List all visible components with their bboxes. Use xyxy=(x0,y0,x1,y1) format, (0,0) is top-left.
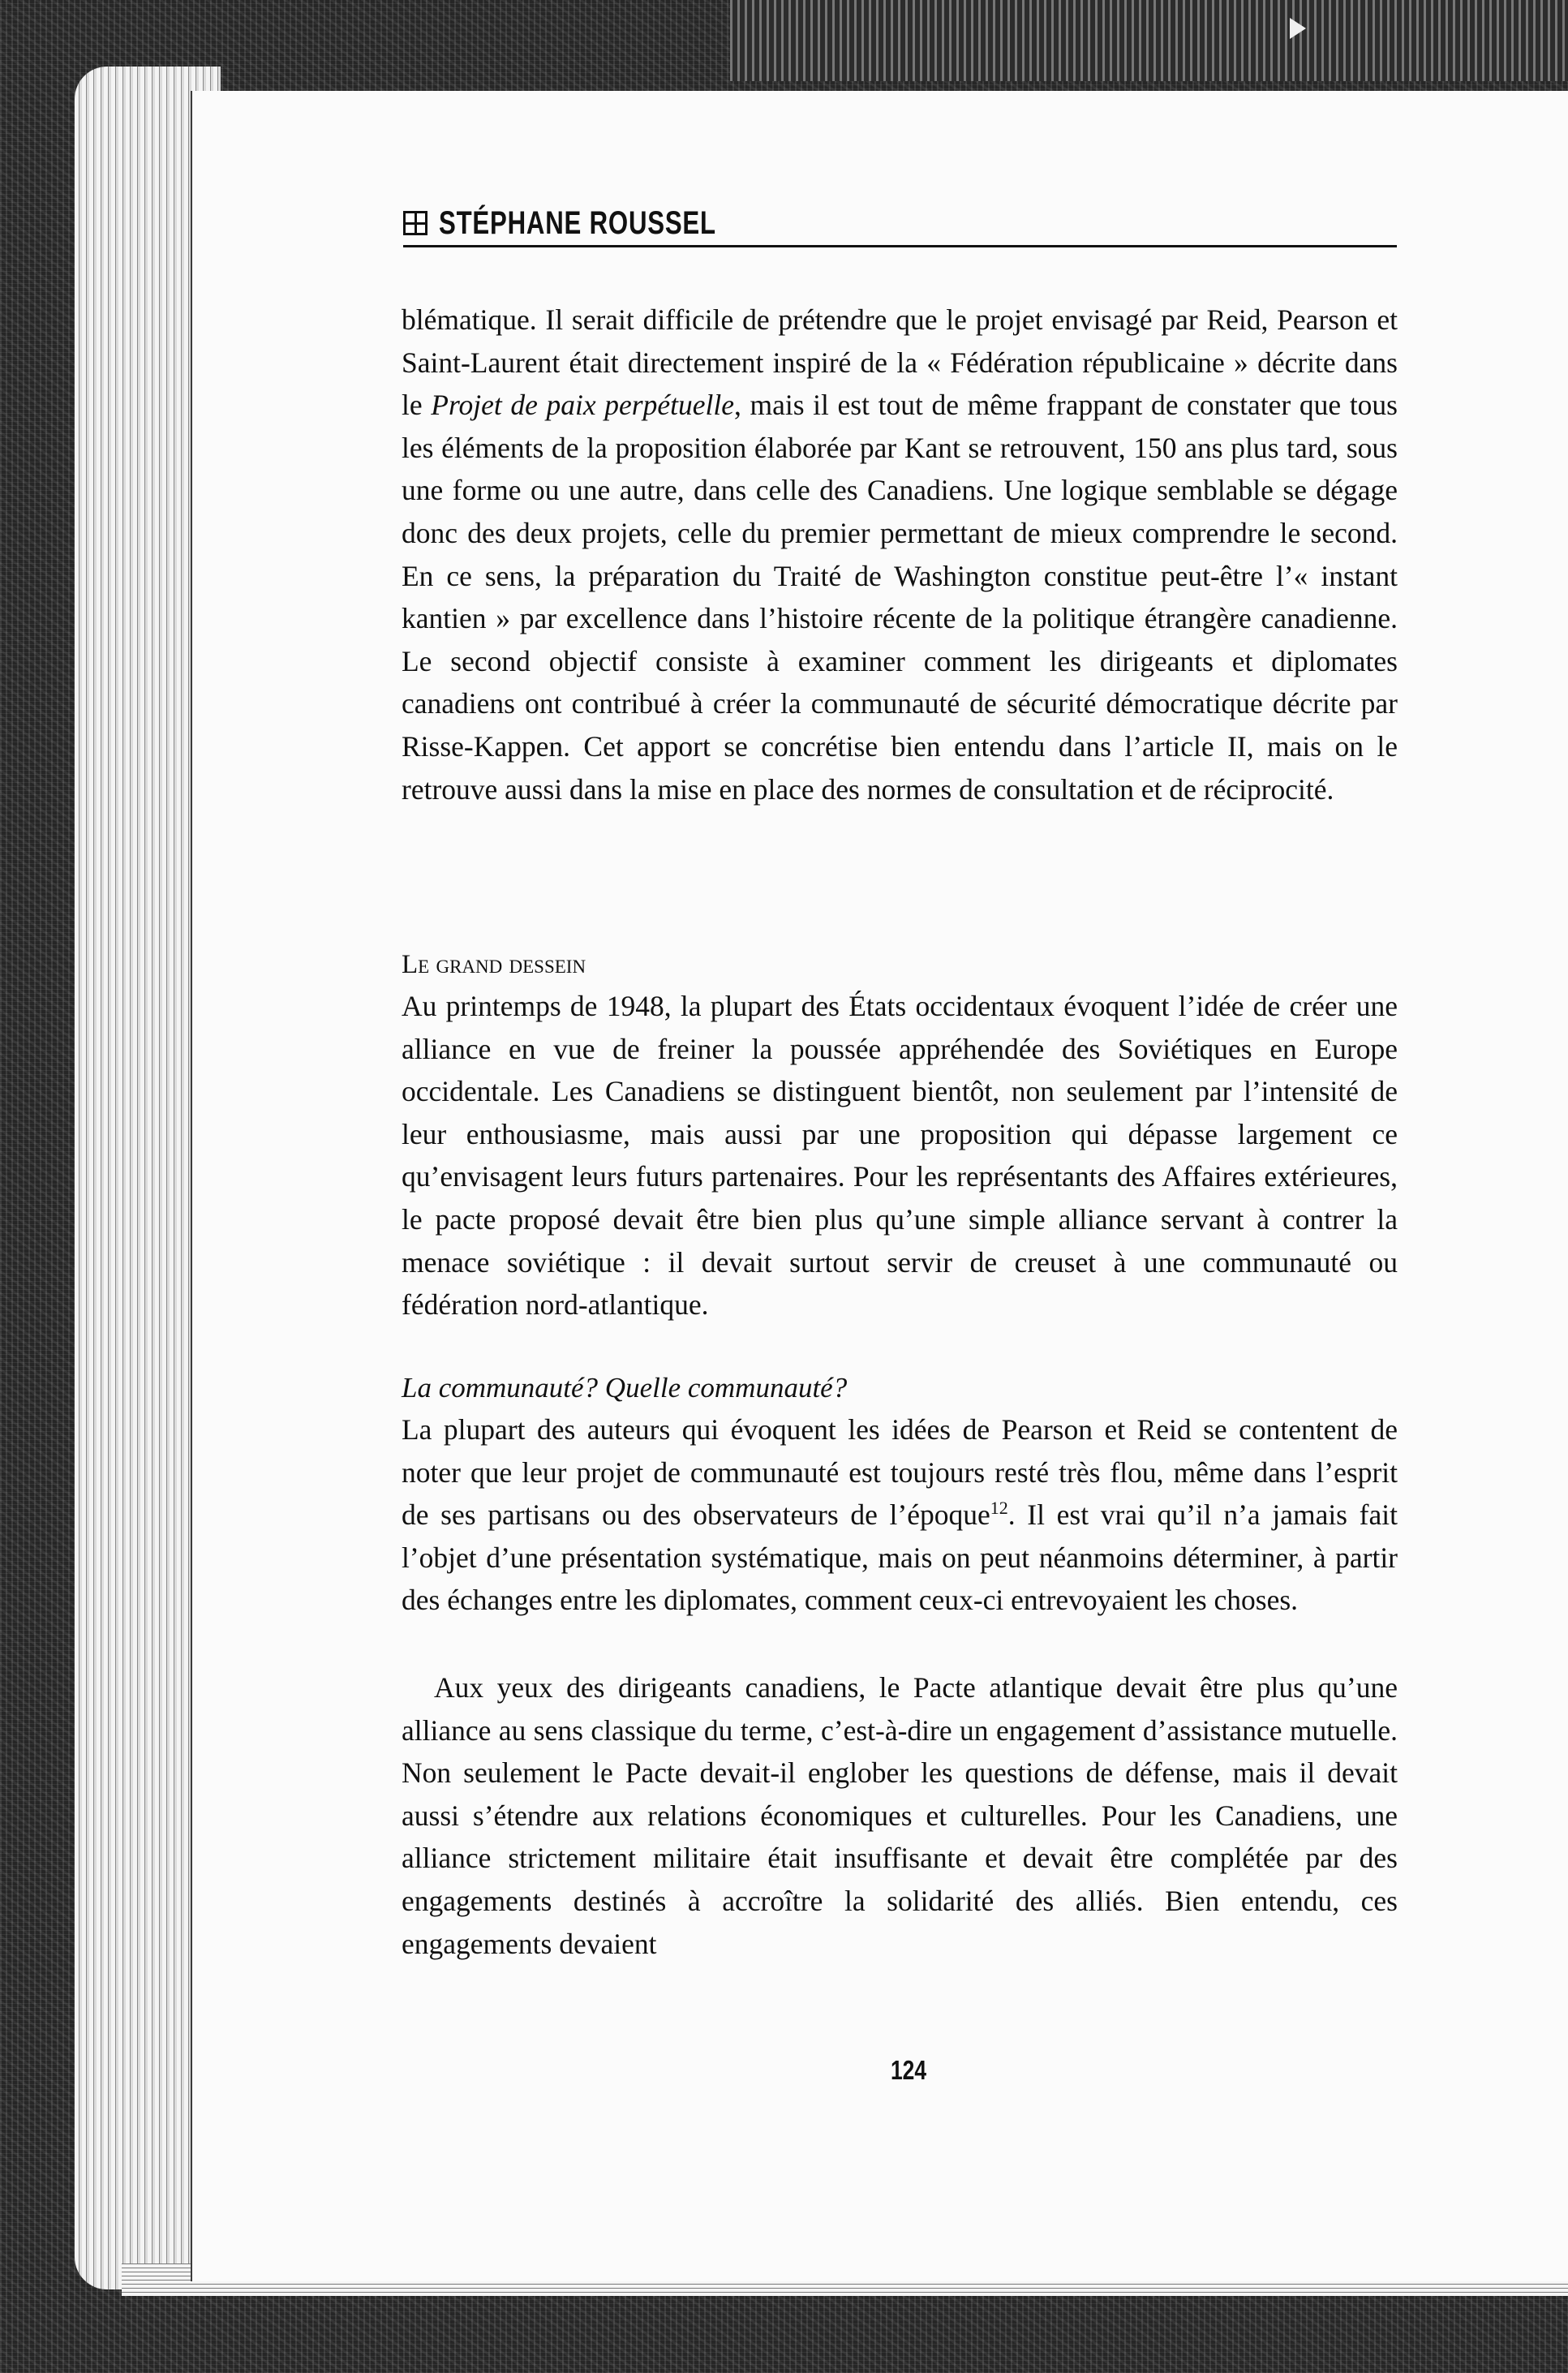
paragraph-1-text-end: , mais il est tout de même frappant de constater que tous les éléments de la proposition élaborée par Kant se retrouvent, 150 ans plus tard, sous une forme ou une autre, dans celle des Canadiens. Une logique semblable se dégage donc des deux projets, celle du premier permettant de mieux comprendre le second. En ce sens, la préparation du Traité de Washington constitue peut-être l’« instant kantien » par excellence dans l’histoire récente de la politique étrangère canadienne. Le second objectif consiste à examiner comment les dirigeants et diplomates canadiens ont contribué à créer la communauté de sécurité démocratique décrite par Risse-Kappen. Cet apport se concrétise bien entendu dans l’article II, mais on le retrouve aussi dans la mise en place des normes de consultation et de réciprocité. xyxy=(402,389,1398,806)
paragraph-4-text: Aux yeux des dirigeants canadiens, le Pacte atlantique devait être plus qu’une alliance au sens classique du terme, c’est-à-dire un engagement d’assistance mutuelle. Non seulement le Pacte devait-il englober les questions de défense, mais il devait aussi s’étendre aux relations économiques et culturelles. Pour les Canadiens, une alliance strictement militaire était insuffisante et devait être complétée par des engagements destinés à accroître la solidarité des alliés. Bien entendu, ces engagements devaient xyxy=(402,1671,1398,1960)
paragraph-1 xyxy=(402,299,1398,810)
paragraph-3 xyxy=(402,1408,1398,1622)
running-header xyxy=(403,201,1397,247)
paragraph-3-text: La plupart des auteurs qui évoquent les idées de Pearson et Reid se contentent de noter que leur projet de communauté est toujours resté très flou, même dans l’esprit de ses partisans ou des observateurs de l’époque xyxy=(402,1413,1398,1532)
play-icon xyxy=(1290,18,1306,39)
paragraph-2-text: Au printemps de 1948, la plupart des États occidentaux évoquent l’idée de créer une alliance en vue de freiner la poussée appréhendée des Soviétiques en Europe occidentale. Les Canadiens se distinguent bientôt, non seulement par l’intensité de leur enthousiasme, mais aussi par une proposition qui dépasse largement ce qu’envisagent leurs futurs partenaires. Pour les représentants des Affaires extérieures, le pacte proposé devait être bien plus qu’une simple alliance servant à contrer la menace soviétique : il devait surtout servir de creuset à une communauté ou fédération nord-atlantique. xyxy=(402,990,1398,1322)
author-name: STÉPHANE ROUSSEL xyxy=(439,205,716,241)
paragraph-3-text-end: . Il est vrai qu’il n’a jamais fait l’objet d’une présentation systématique, mais on peut néanmoins déterminer, à partir des échanges entre les diplomates, comment ceux-ci entrevoyaient les choses. xyxy=(402,1498,1398,1617)
paragraph-2 xyxy=(402,985,1398,1326)
section-heading: Le grand dessein xyxy=(402,950,586,979)
subsection-heading: La communauté? Quelle communauté? xyxy=(402,1372,848,1404)
scanner-top-strip xyxy=(730,0,1568,81)
paragraph-4 xyxy=(402,1666,1398,1965)
chapter-glyph-icon xyxy=(403,211,427,235)
book-title-italic: Projet de paix perpétuelle xyxy=(431,389,734,422)
page-number: 124 xyxy=(890,2055,927,2085)
footnote-marker: 12 xyxy=(990,1498,1008,1519)
paragraph-1-text-start: blématique. Il serait difficile de prétendre que le projet envisagé par Reid, Pearson et Saint-Laurent était directement inspiré de la « Fédération républicaine » décrite dans le xyxy=(402,303,1398,422)
